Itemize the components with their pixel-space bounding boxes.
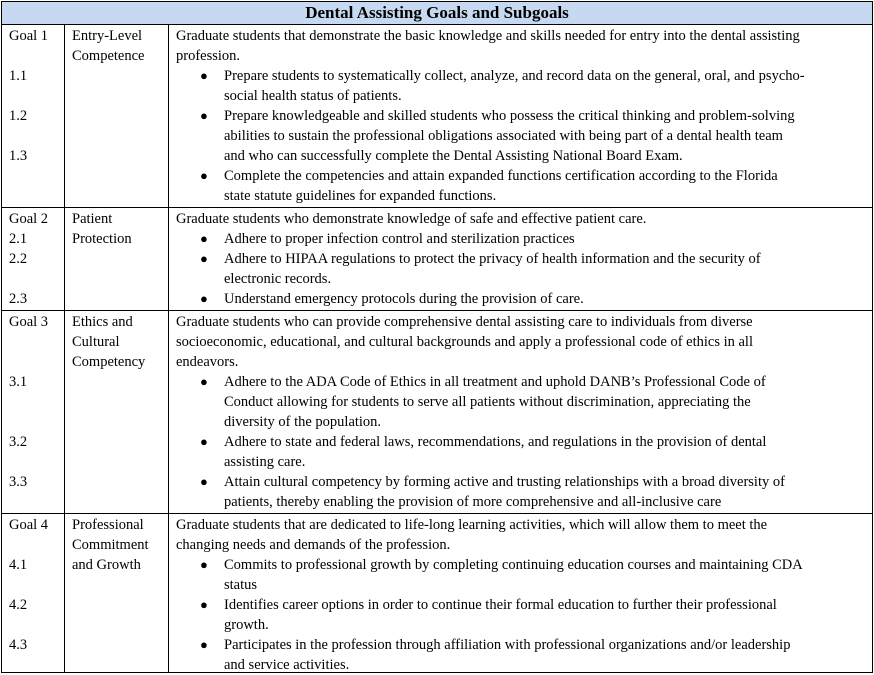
goal-label: Goal 2 (9, 211, 49, 227)
goal-description: socioeconomic, educational, and cultural backgrounds and apply a professional code of ethics in all (176, 334, 753, 350)
bullet-icon: ● (200, 231, 208, 246)
goal-description: changing needs and demands of the profession. (176, 537, 451, 553)
subgoal-text: Adhere to state and federal laws, recommendations, and regulations in the provision of dental (224, 434, 767, 450)
goal-description: Graduate students who can provide comprehensive dental assisting care to individuals from diverse (176, 314, 753, 330)
bullet-icon: ● (200, 557, 208, 572)
subgoal-text: abilities to sustain the professional obligations associated with being part of a dental health team (224, 128, 783, 144)
subgoal-number: 3.3 (9, 474, 28, 490)
subgoal-text: status (224, 577, 258, 593)
subgoal-number: 2.2 (9, 251, 28, 267)
goal-category: Competency (72, 354, 146, 370)
table-title: Dental Assisting Goals and Subgoals (2, 2, 873, 25)
subgoal-text: Commits to professional growth by completing continuing education courses and maintaining CDA (224, 557, 803, 573)
subgoal-text: Adhere to proper infection control and sterilization practices (224, 231, 575, 247)
goal-description: endeavors. (176, 354, 239, 370)
bullet-icon: ● (200, 168, 208, 183)
subgoal-number: 4.1 (9, 557, 28, 573)
subgoal-number: 1.1 (9, 68, 28, 84)
goal-category: Protection (72, 231, 132, 247)
subgoal-number: 2.1 (9, 231, 28, 247)
subgoal-text: growth. (224, 617, 269, 633)
bullet-icon: ● (200, 68, 208, 83)
bullet-icon: ● (200, 597, 208, 612)
subgoal-text: Conduct allowing for students to serve all patients without discrimination, appreciating the (224, 394, 751, 410)
goal-category: Professional (72, 517, 144, 533)
subgoal-text: Prepare knowledgeable and skilled students who possess the critical thinking and problem-solving (224, 108, 795, 124)
subgoal-text: and who can successfully complete the Dental Assisting National Board Exam. (224, 148, 683, 164)
bullet-icon: ● (200, 434, 208, 449)
subgoal-number: 3.2 (9, 434, 28, 450)
subgoal-text: Complete the competencies and attain expanded functions certification according to the Florida (224, 168, 778, 184)
subgoal-number: 1.3 (9, 148, 28, 164)
subgoal-number: 4.2 (9, 597, 28, 613)
goal-category: Competence (72, 48, 145, 64)
goal-row (2, 25, 873, 208)
bullet-icon: ● (200, 637, 208, 652)
bullet-icon: ● (200, 251, 208, 266)
bullet-icon: ● (200, 108, 208, 123)
goal-category: and Growth (72, 557, 141, 573)
subgoal-text: Identifies career options in order to continue their formal education to further their professional (224, 597, 777, 613)
subgoal-text: Adhere to the ADA Code of Ethics in all treatment and uphold DANB’s Professional Code of (224, 374, 766, 390)
goal-row (2, 514, 873, 673)
subgoal-text: Participates in the profession through affiliation with professional organizations and/or leadership (224, 637, 791, 653)
subgoal-text: diversity of the population. (224, 414, 382, 430)
subgoal-text: social health status of patients. (224, 88, 402, 104)
subgoal-text: and service activities. (224, 657, 350, 673)
goal-row (2, 208, 873, 311)
subgoal-text: patients, thereby enabling the provision of more comprehensive and all-inclusive care (224, 494, 722, 510)
goal-label: Goal 4 (9, 517, 49, 533)
subgoal-text: state statute guidelines for expanded functions. (224, 188, 497, 204)
subgoal-text: Prepare students to systematically collect, analyze, and record data on the general, oral, and psycho- (224, 68, 805, 84)
subgoal-text: assisting care. (224, 454, 306, 470)
goal-category: Ethics and (72, 314, 133, 330)
subgoal-text: Attain cultural competency by forming active and trusting relationships with a broad diversity of (224, 474, 785, 490)
goal-description: profession. (176, 48, 241, 64)
goal-category: Entry-Level (72, 28, 143, 44)
subgoal-number: 1.2 (9, 108, 28, 124)
subgoal-text: Understand emergency protocols during the provision of care. (224, 291, 584, 307)
subgoal-number: 4.3 (9, 637, 28, 653)
subgoal-number: 3.1 (9, 374, 28, 390)
subgoal-number: 2.3 (9, 291, 28, 307)
bullet-icon: ● (200, 291, 208, 306)
goal-label: Goal 3 (9, 314, 49, 330)
bullet-icon: ● (200, 374, 208, 389)
goal-description: Graduate students who demonstrate knowledge of safe and effective patient care. (176, 211, 647, 227)
bullet-icon: ● (200, 474, 208, 489)
goal-description: Graduate students that demonstrate the basic knowledge and skills needed for entry into the dental assisting (176, 28, 800, 44)
goal-category: Cultural (72, 334, 120, 350)
goal-description: Graduate students that are dedicated to life-long learning activities, which will allow them to meet the (176, 517, 768, 533)
goals-table (1, 1, 873, 673)
goal-label: Goal 1 (9, 28, 49, 44)
goal-category: Patient (72, 211, 113, 227)
goal-category: Commitment (72, 537, 149, 553)
subgoal-text: Adhere to HIPAA regulations to protect the privacy of health information and the security of (224, 251, 761, 267)
subgoal-text: electronic records. (224, 271, 332, 287)
goal-row (2, 311, 873, 514)
